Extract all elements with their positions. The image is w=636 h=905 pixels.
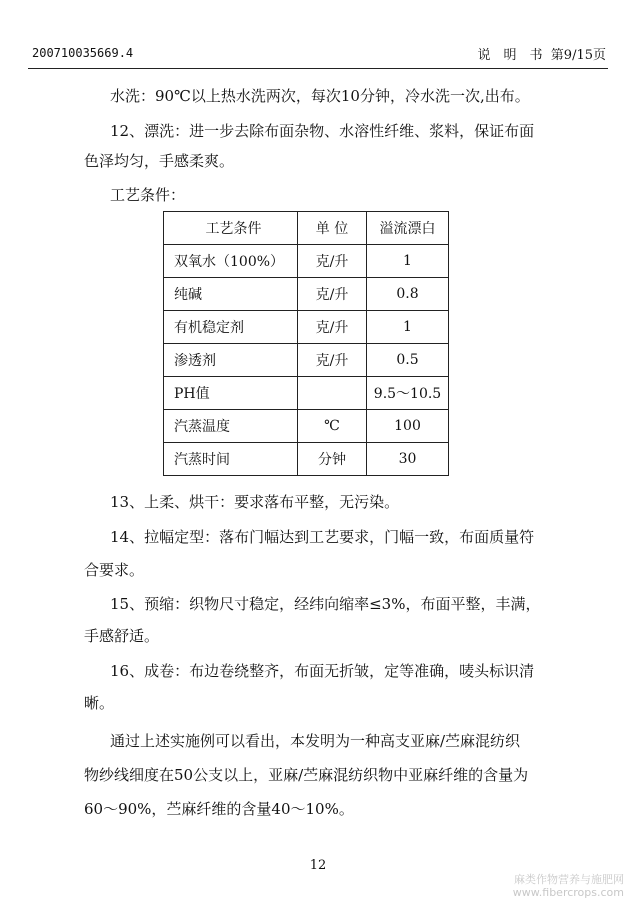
table-cell: 汽蒸温度 xyxy=(164,410,298,443)
paragraph-step14-line1: 14、拉幅定型：落布门幅达到工艺要求，门幅一致，布面质量符 xyxy=(110,528,535,546)
table-cell: 克/升 xyxy=(298,278,367,311)
table-cell: 1 xyxy=(367,245,449,278)
paragraph-rinse: 水洗：90℃以上热水洗两次，每次10分钟，冷水洗一次,出布。 xyxy=(110,87,530,105)
table-cell: 汽蒸时间 xyxy=(164,443,298,476)
table-cell: 克/升 xyxy=(298,245,367,278)
table-cell: 30 xyxy=(367,443,449,476)
table-row xyxy=(164,245,449,278)
paragraph-conclusion-line2: 物纱线细度在50公支以上，亚麻/苎麻混纺织物中亚麻纤维的含量为 xyxy=(84,766,529,784)
table-row xyxy=(164,410,449,443)
paragraph-step16-line2: 晰。 xyxy=(84,694,115,712)
table-row xyxy=(164,311,449,344)
paragraph-step12-line2: 色泽均匀，手感柔爽。 xyxy=(84,152,235,170)
table-cell: PH值 xyxy=(164,377,298,410)
table-cell: 分钟 xyxy=(298,443,367,476)
paragraph-conclusion-line3: 60～90%，苎麻纤维的含量40～10%。 xyxy=(84,800,354,818)
doc-number: 200710035669.4 xyxy=(32,46,134,60)
table-row xyxy=(164,377,449,410)
table-cell: 纯碱 xyxy=(164,278,298,311)
table-row xyxy=(164,443,449,476)
watermark-title: 麻类作物营养与施肥网 xyxy=(514,873,624,886)
table-header-cell: 工艺条件 xyxy=(164,212,298,245)
paragraph-step15-line2: 手感舒适。 xyxy=(84,627,160,645)
table-cell: 有机稳定剂 xyxy=(164,311,298,344)
table-cell: 0.5 xyxy=(367,344,449,377)
table-cell: 0.8 xyxy=(367,278,449,311)
table-cell: 100 xyxy=(367,410,449,443)
paragraph-step15-line1: 15、预缩：织物尺寸稳定，经纬向缩率≤3%，布面平整，丰满， xyxy=(110,595,541,613)
header-rule xyxy=(28,68,608,69)
table-cell: 9.5～10.5 xyxy=(367,377,449,410)
table-header-row xyxy=(164,212,449,245)
watermark xyxy=(513,873,624,899)
table-cell: 双氧水（100%） xyxy=(164,245,298,278)
header-right xyxy=(478,44,606,63)
process-table xyxy=(163,211,449,476)
paragraph-process-conditions: 工艺条件： xyxy=(110,186,186,204)
table-cell xyxy=(298,377,367,410)
table-header-cell: 单 位 xyxy=(298,212,367,245)
table-header-cell: 溢流漂白 xyxy=(367,212,449,245)
section-title: 说 明 书 xyxy=(477,48,543,63)
paragraph-step12-line1: 12、漂洗：进一步去除布面杂物、水溶性纤维、浆料，保证布面 xyxy=(110,122,535,140)
watermark-url: www.fibercrops.com xyxy=(512,886,624,899)
page-number: 12 xyxy=(309,858,327,873)
table-cell: 渗透剂 xyxy=(164,344,298,377)
table-row xyxy=(164,344,449,377)
paragraph-conclusion-line1: 通过上述实施例可以看出，本发明为一种高支亚麻/苎麻混纺织 xyxy=(110,732,521,750)
table-cell: 克/升 xyxy=(298,344,367,377)
table-cell: 克/升 xyxy=(298,311,367,344)
table-row xyxy=(164,278,449,311)
table-cell: ℃ xyxy=(298,410,367,443)
page-info: 第9/15页 xyxy=(550,48,606,63)
paragraph-step13: 13、上柔、烘干：要求落布平整，无污染。 xyxy=(110,493,400,511)
table-cell: 1 xyxy=(367,311,449,344)
paragraph-step14-line2: 合要求。 xyxy=(84,561,145,579)
paragraph-step16-line1: 16、成卷：布边卷绕整齐，布面无折皱，定等准确，唛头标识清 xyxy=(110,662,535,680)
